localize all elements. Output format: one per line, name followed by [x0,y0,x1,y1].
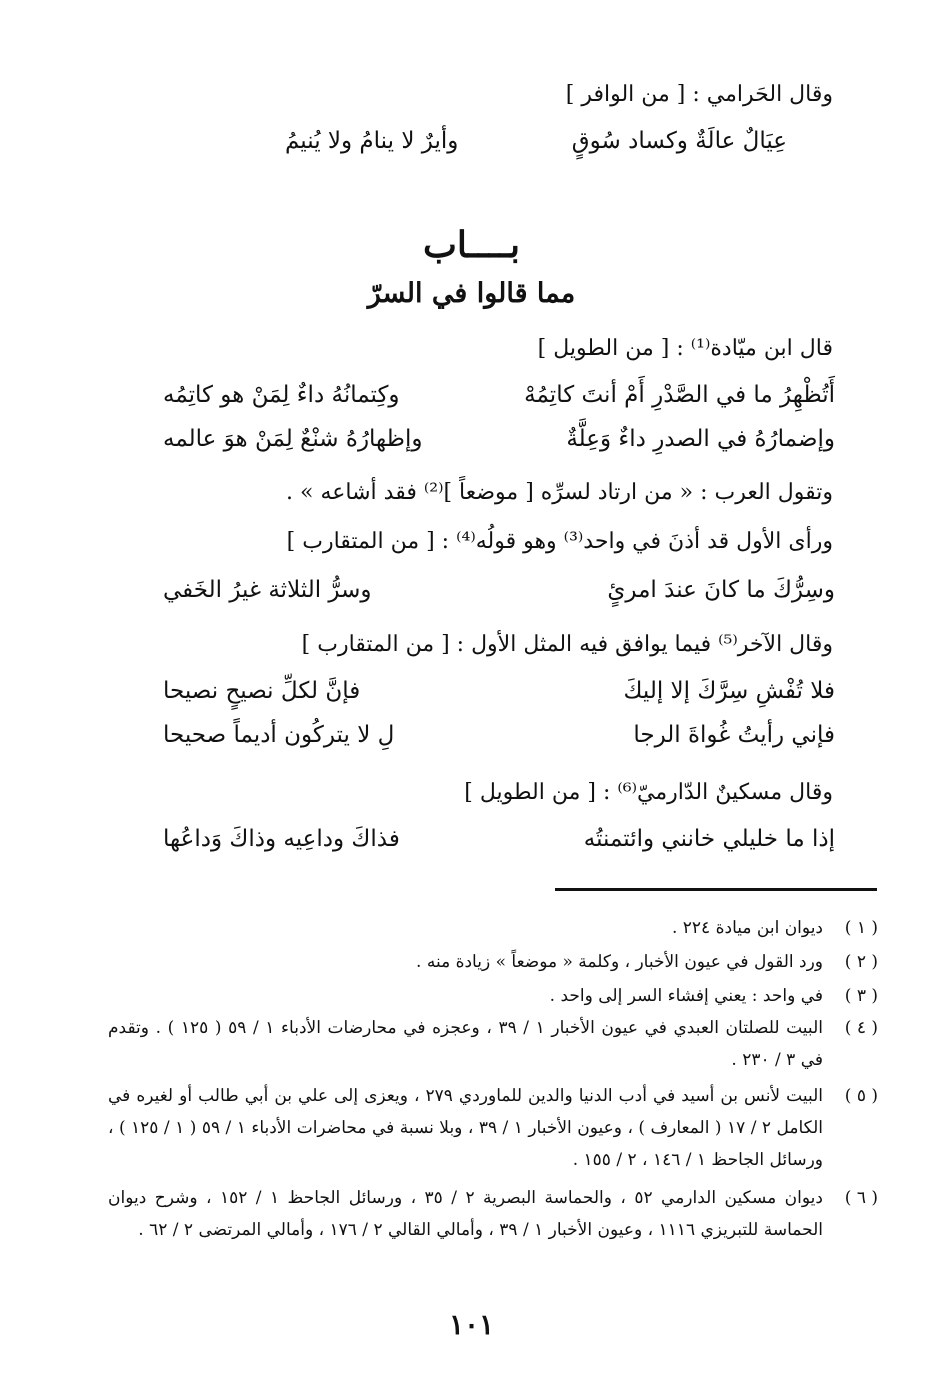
chapter-heading: بــــاب [422,224,521,266]
footnote-4 [108,1012,878,1076]
verse-7-first-hemistich: إذا ما خليلي خانني وائتمنتُه [583,826,835,852]
verse-2-first-hemistich: أَتُظْهِرُ ما في الصَّدْرِ أَمْ أنتَ كاتِمُهْ [524,382,835,408]
verse-2-second-hemistich: وكِتمانُهُ داءٌ لِمَنْ هو كاتِمُه [163,382,400,408]
footnote-1 [108,912,878,944]
footnote-3-number: ( ٣ ) [844,986,878,1006]
footnote-3-text: في واحد : يعني إفشاء السر إلى واحد . [549,986,823,1006]
footnote-1-number: ( ١ ) [844,918,878,938]
verse-5 [163,678,835,718]
footnote-1-text: ديوان ابن ميادة ٢٢٤ . [671,918,823,938]
verse-3-second-hemistich: وإظهارُهُ شنْعٌ لِمَنْ هوَ عالمه [163,426,423,452]
chapter-subtitle: مما قالوا في السرّ [367,278,576,309]
verse-3 [163,426,835,466]
intro-line: وقال الحَرامي : [ من الوافر ] [565,82,833,107]
page-number: ١٠١ [448,1308,495,1341]
verse-4 [163,577,835,617]
verse-6 [163,722,835,762]
footnote-2-text: ورد القول في عيون الأخبار ، وكلمة « موضعاً » زيادة منه . [416,952,823,972]
footnote-5 [108,1080,878,1176]
verse-6-second-hemistich: لِ لا يتركُون أديماً صحيحا [163,722,395,748]
footnote-separator [555,888,877,891]
verse-4-first-hemistich: وسِرُّكَ ما كانَ عندَ امرئٍ [607,577,835,603]
other-said-line: وقال الآخر⁽⁵⁾ فيما يوافق فيه المثل الأول : [ من المتقارب ] [301,632,833,657]
verse-6-first-hemistich: فإني رأيتُ غُواةَ الرجا [633,722,835,748]
verse-5-first-hemistich: فلا تُفْشِ سِرَّكَ إلا إليكَ [623,678,835,704]
footnote-6-number: ( ٦ ) [844,1188,878,1208]
footnote-6-text: ديوان مسكين الدارمي ٥٢ ، والحماسة البصرية ٢ / ٣٥ ، ورسائل الجاحظ ١ / ١٥٢ ، وشرح ديوان الحماسة للتبريزي ١١١٦ ، وعيون الأخبار ١ / ٣٩ ، وأمالي القالي ٢ / ١٧٦ ، وأمالي المرتضى ٢ / ٦٢ . [108,1188,823,1240]
footnote-5-text: البيت لأنس بن أسيد في أدب الدنيا والدين للماوردي ٢٧٩ ، ويعزى إلى علي بن أبي طالب أو لغيره في الكامل ٢ / ١٧ ( المعارف ) ، وعيون الأخبار ١ / ٣٩ ، وبلا نسبة في محاضرات الأدباء ١ / ٥٩ ( ١ / ١٢٥ ) ، ورسائل الجاحظ ١ / ١٤٦ ، ٢ / ١٥٥ . [108,1086,824,1170]
verse-1-first-hemistich: عِيَالٌ عالَةٌ وكساد سُوقٍ [571,128,787,154]
verse-4-second-hemistich: وسرُّ الثلاثة غيرُ الخَفي [163,577,372,603]
footnote-2-number: ( ٢ ) [844,952,878,972]
verse-1 [163,128,835,168]
verse-7 [163,826,835,866]
ibn-mayyada-intro: قال ابن ميّادة⁽¹⁾ : [ من الطويل ] [537,336,833,361]
verse-5-second-hemistich: فإنَّ لكلِّ نصيحٍ نصيحا [163,678,361,704]
miskin-intro-line: وقال مسكينٌ الدّارميّ⁽⁶⁾ : [ من الطويل ] [464,780,833,805]
footnote-4-number: ( ٤ ) [844,1018,878,1038]
first-saw-line: ورأى الأول قد أذنَ في واحد⁽³⁾ وهو قولُه⁽⁴⁾ : [ من المتقارب ] [286,529,833,554]
verse-2 [163,382,835,422]
verse-1-second-hemistich: وأيرٌ لا ينامُ ولا يُنيمُ [285,128,459,154]
footnote-3 [108,980,878,1012]
verse-3-first-hemistich: وإضمارُهُ في الصدرِ داءٌ وَعِلَّةٌ [566,426,835,452]
footnote-2 [108,946,878,978]
arabs-saying-line: وتقول العرب : « من ارتاد لسرِّه [ موضعاً ]⁽²⁾ فقد أشاعه » . [286,480,833,505]
verse-7-second-hemistich: فذاكَ وداعِيه وذاكَ وَداعُها [163,826,400,852]
footnote-6 [108,1182,878,1246]
footnote-5-number: ( ٥ ) [844,1086,878,1106]
footnote-4-text: البيت للصلتان العبدي في عيون الأخبار ١ / ٣٩ ، وعجزه في محارضات الأدباء ١ / ٥٩ ( ١٢٥ ) . وتقدم في ٣ / ٢٣٠ . [108,1018,823,1070]
